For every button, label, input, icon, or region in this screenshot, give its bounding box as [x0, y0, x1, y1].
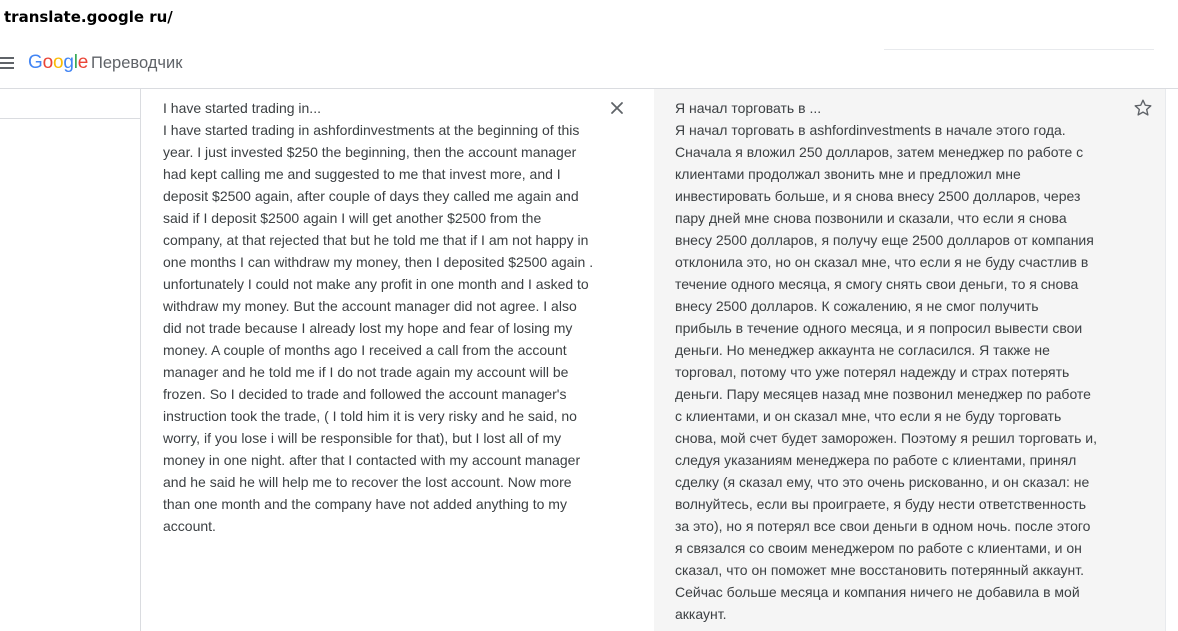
text-line: one months I can withdraw my money, then I deposited $2500 again .: [163, 254, 594, 270]
logo-letter: o: [42, 52, 53, 73]
text-line: отклонила это, но он сказал мне, что если я не буду счастлив в: [675, 254, 1089, 270]
text-line: year. I just invested $250 the beginning, then the account manager: [163, 144, 577, 160]
text-line: пару дней мне снова позвонили и сказали, что если я снова: [675, 210, 1067, 226]
logo-letter: l: [73, 52, 78, 73]
hamburger-menu-icon[interactable]: [0, 57, 14, 69]
text-line: I have started trading in ashfordinvestments at the beginning of this: [163, 122, 580, 138]
text-line: frozen. So I decided to trade and followed the account manager's: [163, 386, 567, 402]
text-line: сказал, что он поможет мне восстановить потерянный аккаунт.: [675, 562, 1084, 578]
text-line: said if I deposit $2500 again I will get another $2500 from the: [163, 210, 542, 226]
text-line: Сейчас больше месяца и компания ничего не добавила в мой: [675, 584, 1080, 600]
text-line: money in one night. after that I contacted with my account manager: [163, 452, 581, 468]
text-line: Я начал торговать в ashfordinvestments в начале этого года.: [675, 122, 1066, 138]
text-line: деньги. Но менеджер аккаунта не согласился. Я также не: [675, 342, 1050, 358]
page-right-edge: [1165, 89, 1178, 631]
url-caption: translate.google ru/: [4, 8, 173, 26]
text-line: account.: [163, 518, 216, 534]
text-line: withdraw my money. But the account manager did not agree. I also: [163, 298, 577, 314]
text-line: company, at that rejected that but he told me that if I am not happy in: [163, 232, 589, 248]
text-line: внесу 2500 долларов. К сожалению, я не смог получить: [675, 298, 1039, 314]
text-line: внесу 2500 долларов, я получу еще 2500 долларов от компания: [675, 232, 1094, 248]
text-line: я связался со своим менеджером по работе с клиентами, и он: [675, 540, 1082, 556]
text-line: instruction took the trade, ( I told him it is very risky and he said, no: [163, 408, 577, 424]
google-logo[interactable]: [28, 52, 88, 74]
text-line: сделку (я сказал ему, что это очень рискованно, и он сказал: не: [675, 474, 1090, 490]
product-name: Переводчик: [91, 54, 183, 72]
close-icon[interactable]: [606, 97, 628, 119]
text-line: money. A couple of months ago I received a call from the account: [163, 342, 567, 358]
text-line: unfortunately I could not make any profit in one month and I asked to: [163, 276, 589, 292]
translation-panel: [654, 89, 1165, 631]
text-line: manager and he told me if I do not trade again my account will be: [163, 364, 569, 380]
logo-letter: o: [52, 52, 64, 73]
logo-letter: G: [28, 52, 43, 73]
left-column-divider: [0, 118, 140, 119]
text-line: следуя указаниям менеджера по работе с клиентами, принял: [675, 452, 1077, 468]
text-line: worry, if you lose i will be responsible for that), but I lost all of my: [163, 430, 562, 446]
logo-letter: g: [63, 52, 74, 73]
text-line: волнуйтесь, если вы проиграете, я буду нести ответственность: [675, 496, 1087, 512]
translation-text: [675, 97, 1135, 625]
text-line: деньги. Пару месяцев назад мне позвонил менеджер по работе: [675, 386, 1091, 402]
text-line: прибыль в течение одного месяца, и я попросил вывести свои: [675, 320, 1083, 336]
source-text-panel[interactable]: [141, 89, 654, 631]
text-line: инвестировать больше, и я снова внесу 2500 долларов, через: [675, 188, 1081, 204]
source-text[interactable]: [163, 97, 613, 537]
text-line: торговал, потому что уже потерял надежду и страх потерять: [675, 364, 1070, 380]
logo-letter: e: [77, 52, 89, 73]
text-line: Я начал торговать в ...: [675, 100, 822, 116]
text-line: с клиентами, и он сказал мне, что если я не буду торговать: [675, 408, 1062, 424]
text-line: клиентами продолжал звонить мне и предложил мне: [675, 166, 1021, 182]
text-line: than one month and the company have not added anything to my: [163, 496, 567, 512]
text-line: Сначала я вложил 250 долларов, затем менеджер по работе с: [675, 144, 1084, 160]
text-line: снова, мой счет будет заморожен. Поэтому я решил торговать и,: [675, 430, 1098, 446]
text-line: had kept calling me and suggested to me that invest more, and I: [163, 166, 561, 182]
text-line: аккаунт.: [675, 606, 727, 622]
text-line: течение одного месяца, я смогу снять свои деньги, то я снова: [675, 276, 1079, 292]
text-line: and he said he will help me to recover the lost account. Now more: [163, 474, 572, 490]
header-divider: [884, 49, 1154, 50]
text-line: deposit $2500 again, after couple of days they called me again and: [163, 188, 579, 204]
text-line: I have started trading in...: [163, 100, 321, 116]
text-line: за это), но я потерял все свои деньги в одном ночь. после этого: [675, 518, 1091, 534]
star-outline-icon[interactable]: [1132, 97, 1154, 119]
text-line: did not trade because I already lost my hope and fear of losing my: [163, 320, 573, 336]
app-header: [0, 44, 1178, 84]
